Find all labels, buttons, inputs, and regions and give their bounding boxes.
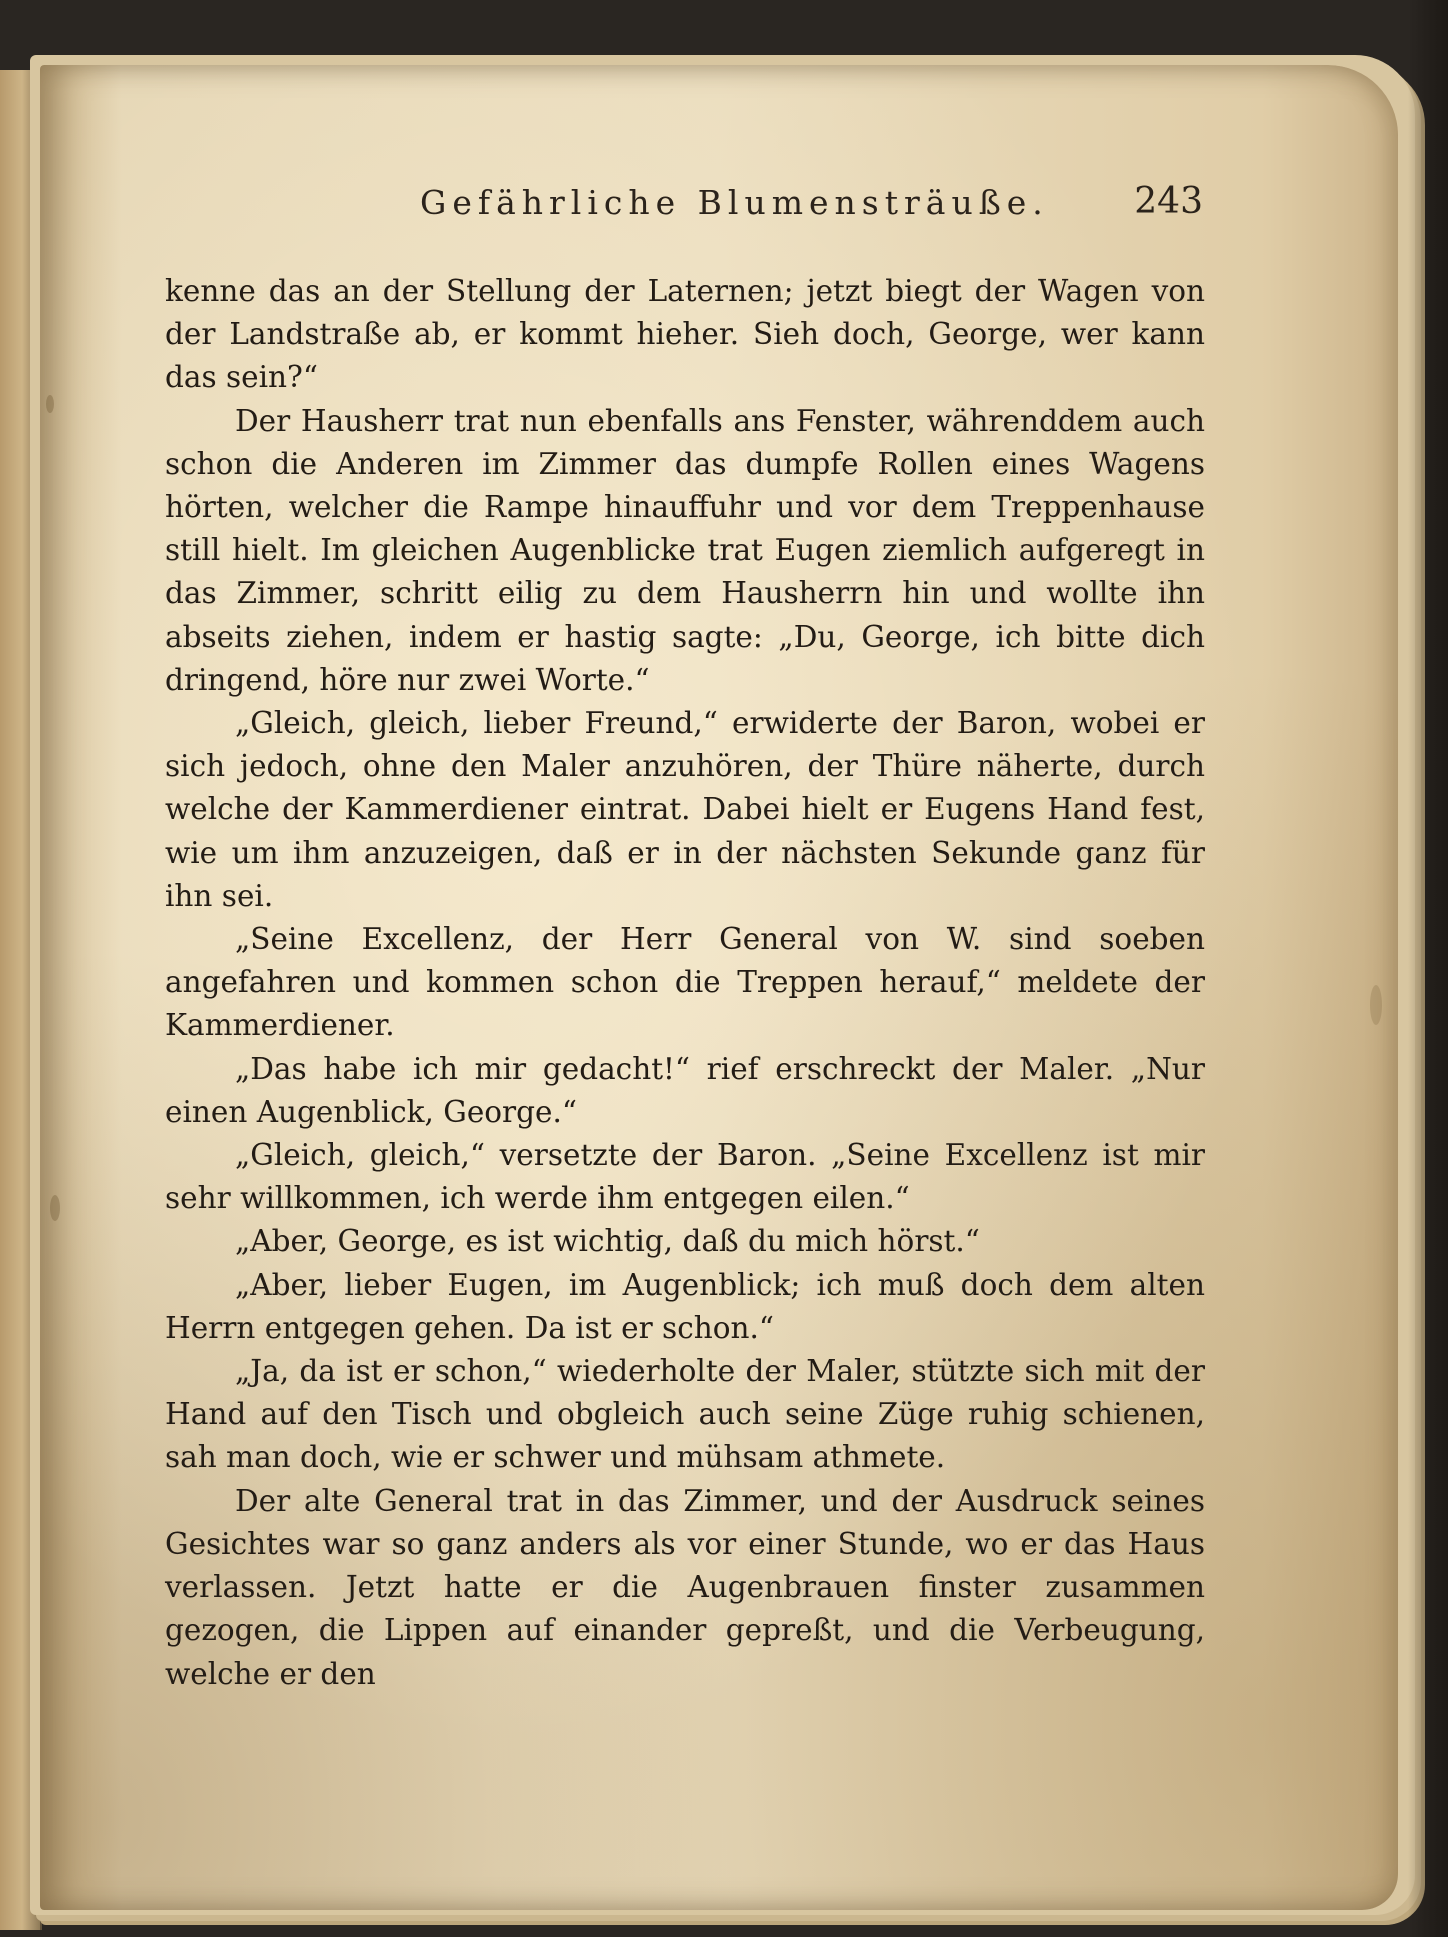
stain-mark xyxy=(50,1195,60,1221)
page-header xyxy=(40,183,1398,243)
book-page xyxy=(40,65,1398,1910)
paragraph: „Aber, lieber Eugen, im Augenblick; ich muß doch dem alten Herrn entgegen gehen. Da ist er schon.“ xyxy=(165,1267,1205,1345)
paragraph: „Gleich, gleich,“ versetzte der Baron. „Seine Excellenz ist mir sehr willkommen, ich werde ihm entgegen eilen.“ xyxy=(165,1138,1205,1216)
paragraph: kenne das an der Stellung der Laternen; jetzt biegt der Wagen von der Landstraße ab, er kommt hieher. Sieh doch, George, wer kann das sein?“ xyxy=(165,274,1205,395)
paragraph: „Aber, George, es ist wichtig, daß du mich hörst.“ xyxy=(235,1224,980,1259)
stain-mark xyxy=(1370,985,1382,1025)
body-text xyxy=(165,270,1205,1696)
paragraph: „Das habe ich mir gedacht!“ rief erschreckt der Maler. „Nur einen Augenblick, George.“ xyxy=(165,1051,1205,1129)
paragraph: Der alte General trat in das Zimmer, und der Ausdruck seines Gesichtes war so ganz anders als vor einer Stunde, wo er das Haus verlassen. Jetzt hatte er die Augenbrauen finster zusammen gezogen, die Lippen auf einander gepreßt, und die Verbeugung, welche er den xyxy=(165,1483,1205,1691)
paragraph: „Ja, da ist er schon,“ wiederholte der Maler, stützte sich mit der Hand auf den Tisch und obgleich auch seine Züge ruhig schienen, sah man doch, wie er schwer und mühsam athmete. xyxy=(165,1354,1205,1475)
paragraph: „Seine Excellenz, der Herr General von W. sind soeben angefahren und kommen schon die Treppen herauf,“ meldete der Kammerdiener. xyxy=(165,922,1205,1043)
running-title: Gefährliche Blumensträuße. xyxy=(420,183,1049,222)
paragraph: „Gleich, gleich, lieber Freund,“ erwiderte der Baron, wobei er sich jedoch, ohne den Maler anzuhören, der Thüre näherte, durch welche der Kammerdiener eintrat. Dabei hielt er Eugens Hand fest, wie um ihm anzuzeigen, daß er in der nächsten Sekunde ganz für ihn sei. xyxy=(165,706,1205,913)
page-number: 243 xyxy=(1134,181,1203,222)
background-shadow xyxy=(1408,0,1448,1937)
stain-mark xyxy=(46,395,54,413)
paragraph: Der Hausherr trat nun ebenfalls ans Fenster, währenddem auch schon die Anderen im Zimmer das dumpfe Rollen eines Wagens hörten, welcher die Rampe hinauffuhr und vor dem Treppenhause still hielt. Im gleichen Augenblicke trat Eugen ziemlich aufgeregt in das Zimmer, schritt eilig zu dem Hausherrn hin und wollte ihn abseits ziehen, indem er hastig sagte: „Du, George, ich bitte dich dringend, höre nur zwei Worte.“ xyxy=(165,403,1205,697)
